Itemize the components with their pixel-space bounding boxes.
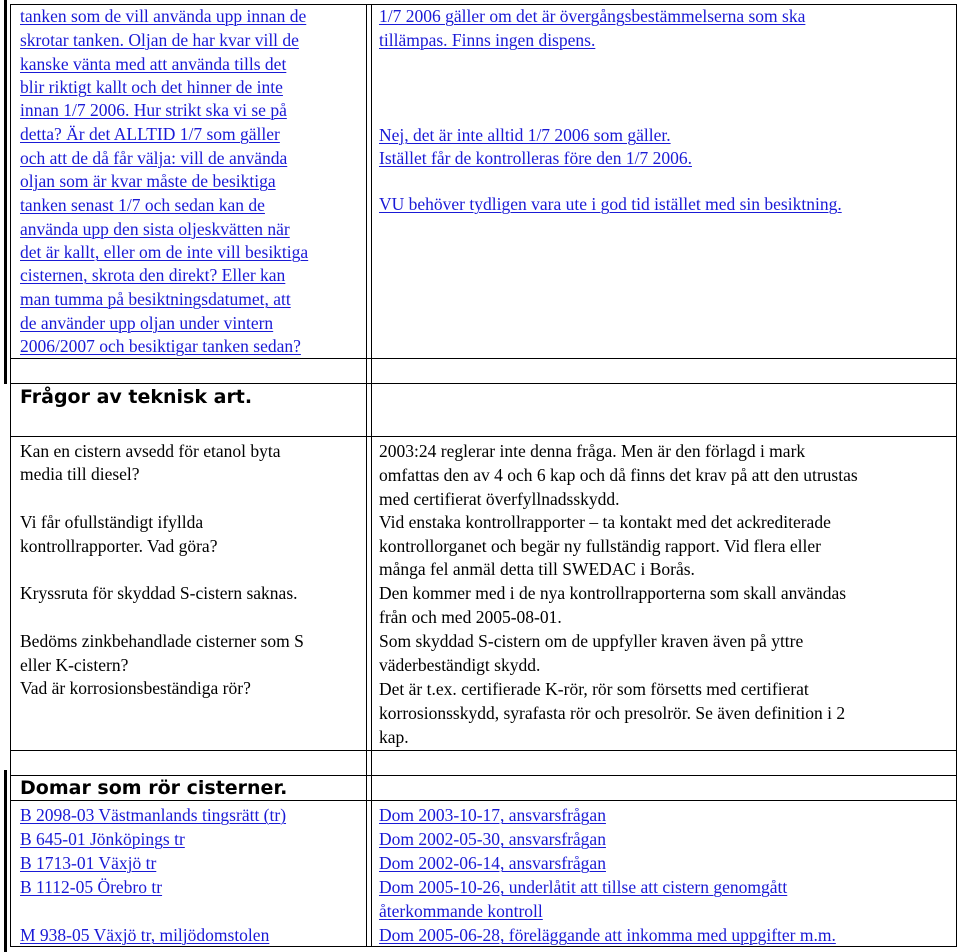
answer-line: Den kommer med i de nya kontrollrapporterna som skall användas <box>379 583 847 603</box>
answer-line: kap. <box>379 727 409 747</box>
case-link[interactable]: B 2098-03 Västmanlands tingsrätt (tr) <box>20 805 287 825</box>
question-line: tanken senast 1/7 och sedan kan de <box>20 195 265 215</box>
question-line: och att de då får välja: vill de använda <box>20 148 288 168</box>
grid-line <box>956 4 957 946</box>
question-line: oljan som är kvar måste de besiktiga <box>20 171 276 191</box>
question-line: eller K-cistern? <box>20 655 129 675</box>
answer-line: många fel anmäl detta till SWEDAC i Borås. <box>379 559 695 579</box>
question-line: cisternen, skrota den direkt? Eller kan <box>20 265 286 285</box>
question-line: media till diesel? <box>20 464 140 484</box>
question-line: Vad är korrosionsbeständiga rör? <box>20 678 251 698</box>
answer-line: Det är t.ex. certifierade K-rör, rör som försetts med certifierat <box>379 679 809 699</box>
ruling-link[interactable]: Dom 2005-10-26, underlåtit att tillse att cistern genomgått <box>379 877 788 897</box>
answer-line: Vid enstaka kontrollrapporter – ta kontakt med det ackrediterade <box>379 512 831 532</box>
question-line: innan 1/7 2006. Hur strikt ska vi se på <box>20 100 287 120</box>
question-line: man tumma på besiktningsdatumet, att <box>20 289 291 309</box>
question-line: 2006/2007 och besiktigar tanken sedan? <box>20 336 301 356</box>
case-link[interactable]: M 938-05 Växjö tr, miljödomstolen <box>20 925 270 945</box>
grid-line <box>10 383 957 384</box>
answer-line: korrosionsskydd, syrafasta rör och presolrör. Se även definition i 2 <box>379 703 846 723</box>
case-link[interactable]: B 645-01 Jönköpings tr <box>20 829 185 849</box>
ruling-link[interactable]: återkommande kontroll <box>379 901 543 921</box>
grid-line <box>10 436 957 437</box>
answer-line: Istället får de kontrolleras före den 1/7 2006. <box>379 148 692 168</box>
question-line: blir riktigt kallt och det hinner de inte <box>20 77 283 97</box>
case-link[interactable]: B 1713-01 Växjö tr <box>20 853 157 873</box>
answer-line: 1/7 2006 gäller om det är övergångsbestämmelserna som ska <box>379 6 806 26</box>
section-heading-technical: Frågor av teknisk art. <box>20 386 253 408</box>
ruling-link[interactable]: Dom 2002-06-14, ansvarsfrågan <box>379 853 606 873</box>
ruling-link[interactable]: Dom 2005-06-28, föreläggande att inkomma med uppgifter m.m. <box>379 925 836 945</box>
answer-line: omfattas den av 4 och 6 kap och då finns det krav på att den utrustas <box>379 465 858 485</box>
grid-line <box>10 775 957 776</box>
answer-line: från och med 2005-08-01. <box>379 607 562 627</box>
answer-line: Nej, det är inte alltid 1/7 2006 som gäller. <box>379 125 671 145</box>
section-heading-court: Domar som rör cisterner. <box>20 777 288 799</box>
answer-line: kontrollorganet och begär ny fullständig rapport. Vid flera eller <box>379 536 821 556</box>
question-line: detta? Är det ALLTID 1/7 som gäller <box>20 124 280 144</box>
question-line: tanken som de vill använda upp innan de <box>20 6 307 26</box>
question-line: skrotar tanken. Oljan de har kvar vill de <box>20 30 299 50</box>
margin-rule <box>4 770 7 952</box>
question-line: de använder upp oljan under vintern <box>20 313 274 333</box>
question-line: Kryssruta för skyddad S-cistern saknas. <box>20 583 298 603</box>
grid-line <box>10 4 11 946</box>
answer-line: Som skyddad S-cistern om de uppfyller kraven även på yttre <box>379 631 804 651</box>
question-line: Bedöms zinkbehandlade cisterner som S <box>20 631 304 651</box>
ruling-link[interactable]: Dom 2002-05-30, ansvarsfrågan <box>379 829 606 849</box>
margin-rule <box>4 0 7 384</box>
grid-line <box>10 750 957 751</box>
ruling-link[interactable]: Dom 2003-10-17, ansvarsfrågan <box>379 805 606 825</box>
question-line: kanske vänta med att använda tills det <box>20 54 287 74</box>
answer-line: VU behöver tydligen vara ute i god tid istället med sin besiktning. <box>379 194 842 214</box>
answer-line: 2003:24 reglerar inte denna fråga. Men är den förlagd i mark <box>379 441 806 461</box>
answer-line: tillämpas. Finns ingen dispens. <box>379 30 596 50</box>
grid-line <box>371 4 372 946</box>
question-line: Kan en cistern avsedd för etanol byta <box>20 441 281 461</box>
question-line: det är kallt, eller om de inte vill besiktiga <box>20 242 309 262</box>
answer-line: väderbeständigt skydd. <box>379 655 541 675</box>
case-link[interactable]: B 1112-05 Örebro tr <box>20 877 163 897</box>
question-line: Vi får ofullständigt ifyllda <box>20 512 204 532</box>
question-line: kontrollrapporter. Vad göra? <box>20 536 218 556</box>
question-line: använda upp den sista oljeskvätten när <box>20 219 290 239</box>
answer-line: med certifierat överfyllnadsskydd. <box>379 489 620 509</box>
grid-line <box>366 4 367 946</box>
